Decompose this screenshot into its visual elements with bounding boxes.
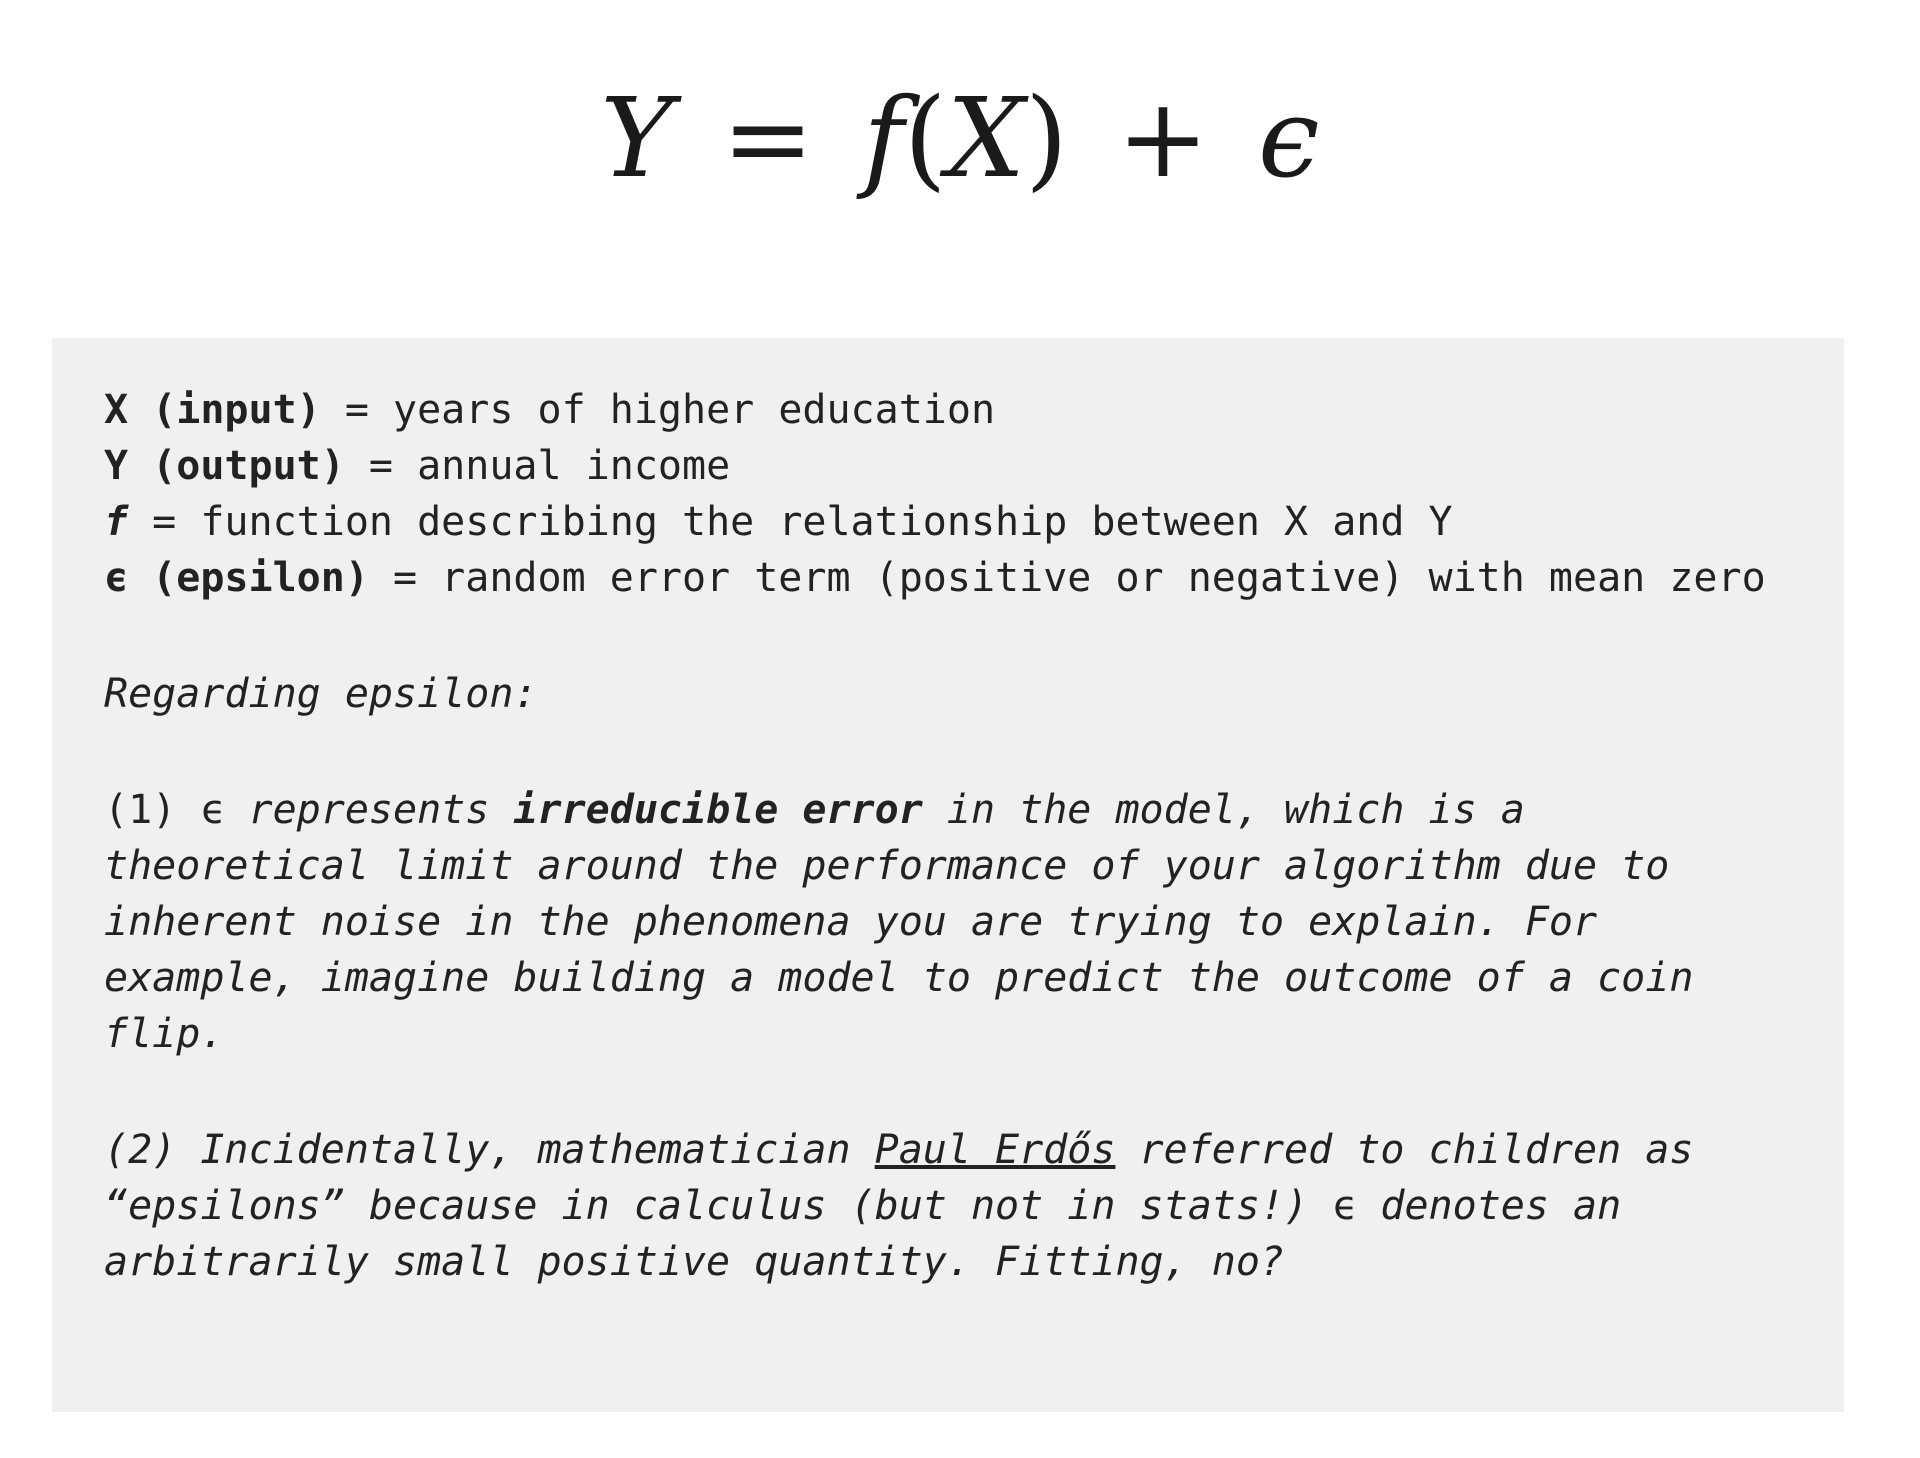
formula-lparen: ( <box>903 74 947 202</box>
point-1-number: (1) <box>104 787 201 833</box>
point-2-mid: referred to children as “epsilons” because in calculus (but not in stats!) <box>104 1127 1694 1229</box>
definition-f <box>104 494 1792 550</box>
formula-rparen: ) <box>1025 74 1068 202</box>
definition-equals: = <box>128 499 201 545</box>
definition-equals: = <box>344 443 418 489</box>
formula-y: Y <box>600 74 673 202</box>
point-1-paragraph <box>104 782 1792 1062</box>
formula-header <box>0 72 1920 204</box>
definition-y <box>104 438 1792 494</box>
definitions-list <box>104 382 1792 606</box>
definition-epsilon <box>104 550 1792 606</box>
point-2-paragraph <box>104 1122 1792 1290</box>
point-1-post: in the model, which is a theoretical limit around the performance of your algorithm due to inherent noise in the phenomena you are trying to explain. For example, imagine building a model to predict the outcome of a coin flip. <box>104 787 1694 1057</box>
definition-term: f <box>104 499 129 545</box>
definition-desc: years of higher education <box>393 387 996 433</box>
definition-desc: function describing the relationship between X and Y <box>200 499 1453 545</box>
point-1-pre: represents <box>224 787 514 833</box>
definition-desc: random error term (positive or negative) with mean zero <box>441 555 1766 601</box>
epsilon-symbol: ϵ <box>200 787 225 833</box>
irreducible-error-emphasis: irreducible error <box>513 787 923 833</box>
point-2-pre: (2) Incidentally, mathematician <box>104 1127 875 1173</box>
definition-equals: = <box>368 555 442 601</box>
definition-term: X (input) <box>104 387 321 433</box>
formula-x: X <box>946 74 1026 202</box>
formula-f: f <box>863 74 904 202</box>
definition-desc: annual income <box>417 443 731 489</box>
paul-erdos-link[interactable]: Paul Erdős <box>874 1127 1116 1173</box>
formula-epsilon: ϵ <box>1258 74 1320 202</box>
epsilon-symbol: ϵ <box>1332 1183 1357 1229</box>
formula-equals: = <box>721 74 815 202</box>
definition-term: ϵ (epsilon) <box>104 555 369 601</box>
definition-equals: = <box>320 387 393 433</box>
regarding-heading: Regarding epsilon: <box>104 671 538 717</box>
point-2-post: denotes an arbitrarily small positive quantity. Fitting, no? <box>104 1183 1622 1285</box>
definition-term: Y (output) <box>104 443 345 489</box>
formula-plus: + <box>1116 74 1210 202</box>
definition-x <box>104 382 1792 438</box>
explanation-box <box>52 338 1844 1412</box>
